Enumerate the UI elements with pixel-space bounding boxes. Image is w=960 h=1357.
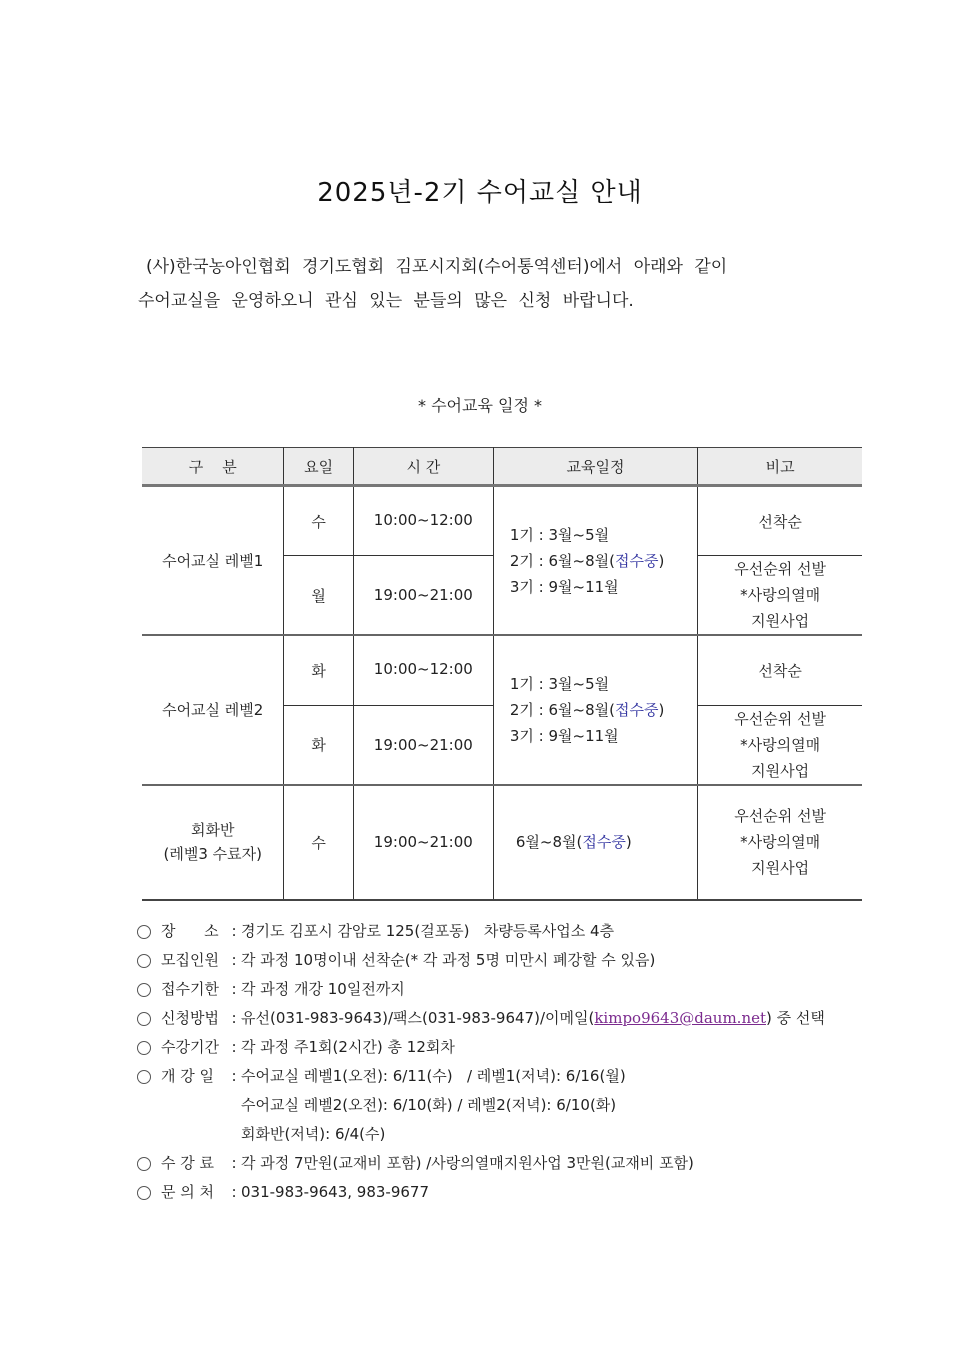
status-open-badge: 접수중	[614, 551, 659, 570]
note-line: 지원사업	[751, 859, 810, 877]
info-label: 모집인원	[161, 951, 219, 969]
header-category: 구 분	[142, 448, 284, 486]
note-line: *사랑의열매	[740, 735, 821, 754]
info-value: 수어교실 레벨1(오전): 6/11(수) / 레벨1(저녁): 6/16(월)	[241, 1067, 626, 1085]
schedule-heading: * 수어교육 일정 *	[418, 396, 542, 415]
info-value	[241, 1004, 825, 1033]
page-title: 2025년-2기 수어교실 안내	[317, 178, 643, 209]
circle-bullet-icon	[137, 983, 151, 997]
info-label: 신청방법	[161, 1009, 219, 1027]
info-label: 문 의 처	[161, 1183, 215, 1201]
circle-bullet-icon	[137, 954, 151, 968]
info-value: 각 과정 7만원(교재비 포함) /사랑의열매지원사업 3만원(교재비 포함)	[241, 1154, 694, 1172]
header-period: 교육일정	[493, 448, 697, 486]
colon: :	[231, 1154, 237, 1172]
day-cell: 수	[284, 785, 353, 900]
circle-bullet-icon	[137, 1041, 151, 1055]
category-conversation	[142, 785, 284, 900]
note-line: 지원사업	[751, 761, 810, 780]
info-label: 수강기간	[161, 1038, 219, 1056]
note-line: 지원사업	[751, 612, 810, 630]
email-link[interactable]: kimpo9643@daum.net	[594, 1009, 767, 1027]
category-line: 회화반	[190, 821, 235, 839]
day-cell: 화	[284, 705, 353, 785]
period-cell	[493, 635, 697, 785]
info-fee	[137, 1149, 857, 1178]
status-open-badge: 접수중	[614, 700, 659, 719]
period-line-1: 1기 : 3월~5월	[509, 674, 610, 693]
time-cell: 19:00~21:00	[353, 785, 493, 900]
colon: :	[231, 1067, 237, 1085]
period-text: 2기 : 6월~8월(	[509, 700, 615, 719]
period-text: )	[625, 833, 632, 851]
note-line: 우선순위 선발	[734, 560, 826, 578]
intro-line-2: 수어교실을 운영하오니 관심 있는 분들의 많은 신청 바랍니다.	[138, 291, 634, 311]
info-duration	[137, 1033, 857, 1062]
note-line: 우선순위 선발	[734, 807, 826, 825]
period-line-1: 1기 : 3월~5월	[509, 525, 610, 544]
circle-bullet-icon	[137, 1070, 151, 1084]
period-line-2	[510, 548, 697, 574]
info-value: 경기도 김포시 감암로 125(걸포동) 차량등록사업소 4층	[241, 922, 615, 940]
info-label: 접수기한	[161, 980, 219, 998]
info-list	[137, 917, 857, 1207]
period-text: )	[658, 551, 665, 570]
period-line-3: 3기 : 9월~11월	[509, 726, 619, 745]
info-start-dates-line3	[137, 1120, 857, 1149]
period-cell	[493, 785, 697, 900]
table-row	[142, 486, 862, 556]
header-note: 비고	[698, 448, 862, 486]
circle-bullet-icon	[137, 1186, 151, 1200]
day-cell: 월	[284, 556, 353, 636]
note-cell: 선착순	[698, 635, 862, 705]
intro-paragraph	[138, 250, 818, 318]
intro-line-1: (사)한국농아인협회 경기도협회 김포시지회(수어통역센터)에서 아래와 같이	[146, 257, 728, 277]
application-text: ) 중 선택	[766, 1009, 825, 1027]
info-label: 장 소	[161, 922, 219, 940]
period-text: 6월~8월(	[515, 833, 583, 851]
period-text: 2기 : 6월~8월(	[509, 551, 615, 570]
colon: :	[231, 1038, 237, 1056]
colon: :	[231, 951, 237, 969]
schedule-table	[142, 447, 862, 901]
note-line: 우선순위 선발	[734, 709, 826, 728]
info-label: 개 강 일	[161, 1067, 215, 1085]
table-row	[142, 635, 862, 705]
status-open-badge: 접수중	[582, 833, 626, 851]
note-cell	[698, 556, 862, 636]
info-deadline	[137, 975, 857, 1004]
period-cell	[493, 486, 697, 636]
day-cell: 화	[284, 635, 353, 705]
time-cell: 19:00~21:00	[353, 705, 493, 785]
note-line: *사랑의열매	[740, 833, 821, 851]
info-label: 수 강 료	[161, 1154, 215, 1172]
colon: :	[231, 980, 237, 998]
circle-bullet-icon	[137, 925, 151, 939]
category-level1: 수어교실 레벨1	[142, 486, 284, 636]
info-capacity	[137, 946, 857, 975]
period-text: )	[658, 700, 665, 719]
info-value: 각 과정 개강 10일전까지	[241, 980, 405, 998]
note-cell	[698, 785, 862, 900]
note-cell	[698, 705, 862, 785]
info-value: 각 과정 주1회(2시간) 총 12회차	[241, 1038, 455, 1056]
time-cell: 19:00~21:00	[353, 556, 493, 636]
colon: :	[231, 1009, 237, 1027]
application-text: 유선(031-983-9643)/팩스(031-983-9647)/이메일(	[241, 1009, 595, 1027]
circle-bullet-icon	[137, 1012, 151, 1026]
table-header-row	[142, 448, 862, 486]
info-application	[137, 1004, 857, 1033]
period-line-3: 3기 : 9월~11월	[509, 577, 619, 596]
note-line: *사랑의열매	[740, 586, 821, 604]
time-cell: 10:00~12:00	[353, 486, 493, 556]
header-day: 요일	[284, 448, 353, 486]
info-value: 회화반(저녁): 6/4(수)	[241, 1125, 386, 1143]
info-start-dates-line2	[137, 1091, 857, 1120]
header-time: 시 간	[353, 448, 493, 486]
category-line: (레벨3 수료자)	[163, 845, 262, 863]
period-line-2	[510, 697, 697, 723]
info-start-dates	[137, 1062, 857, 1091]
category-level2: 수어교실 레벨2	[142, 635, 284, 785]
day-cell: 수	[284, 486, 353, 556]
info-value: 수어교실 레벨2(오전): 6/10(화) / 레벨2(저녁): 6/10(화)	[241, 1096, 617, 1114]
info-value: 각 과정 10명이내 선착순(* 각 과정 5명 미만시 폐강할 수 있음)	[241, 951, 656, 969]
colon: :	[231, 1183, 237, 1201]
circle-bullet-icon	[137, 1157, 151, 1171]
table-row	[142, 785, 862, 900]
note-cell: 선착순	[698, 486, 862, 556]
info-location	[137, 917, 857, 946]
time-cell: 10:00~12:00	[353, 635, 493, 705]
info-contact	[137, 1178, 857, 1207]
colon: :	[231, 922, 237, 940]
info-value: 031-983-9643, 983-9677	[241, 1183, 430, 1201]
